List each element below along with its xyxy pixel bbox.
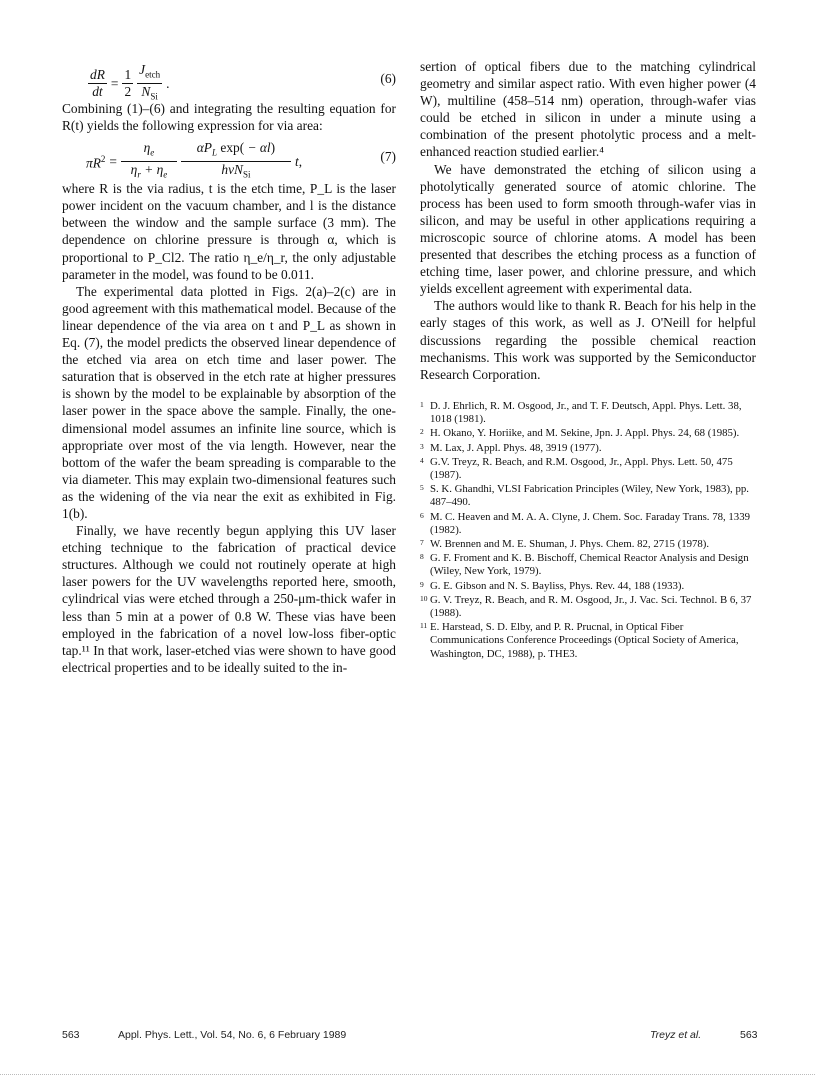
paragraph-conclusion: We have demonstrated the etching of silicon using a photolytically generated source of atomic chlorine. The process has been used to form smooth through-wafer vias in silicon, and may be useful in other applications requiring a microscopic source of chlorine atoms. A model has been presented that describes the etching process as a function of etching time, laser power, and chlorine pressure, and which yields excellent agreement with experimental data.: [420, 161, 756, 297]
reference-item: 5 S. K. Ghandhi, VLSI Fabrication Principles (Wiley, New York, 1983), pp. 487–490.: [420, 483, 749, 509]
reference-item: 11 E. Harstead, S. D. Elby, and P. R. Prucnal, in Optical Fiber Communications Conference Proceedings (Optical Society of America, Washington, DC, 1988), p. THE3.: [420, 621, 739, 660]
paragraph-acknowledgments: The authors would like to thank R. Beach for his help in the early stages of this work, as well as J. O'Neill for helpful discussions regarding the possible chemical reaction mechanisms. This work was supported by the Semiconductor Research Corporation.: [420, 298, 756, 382]
reference-item: 9 G. E. Gibson and N. S. Bayliss, Phys. Rev. 44, 188 (1933).: [420, 579, 685, 592]
reference-item: 7 W. Brennen and M. E. Shuman, J. Phys. Chem. 82, 2715 (1978).: [420, 538, 710, 551]
reference-item: 6 M. C. Heaven and M. A. A. Clyne, J. Chem. Soc. Faraday Trans. 78, 1339 (1982).: [420, 510, 750, 536]
footer-page-number-left: 563: [62, 1029, 80, 1041]
footer-journal-citation: Appl. Phys. Lett., Vol. 54, No. 6, 6 February 1989: [118, 1029, 347, 1041]
equation-6: $\frac{dR}{dt}$ = $\frac{1}{2}$ $\frac{J_{etch}}{N_{Si}}$ . (6): [90, 62, 396, 102]
reference-item: 10 G. V. Treyz, R. Beach, and R. M. Osgood, Jr., J. Vac. Sci. Technol. B 6, 37 (1988).: [420, 593, 752, 620]
paragraph-device-fabrication: Finally, we have recently begun applying this UV laser etching technique to the fabrication of practical device structures. Although we could not routinely operate at high laser powers for the UV wavelengths reported here, smooth, cylindrical vias were etched through a 250-μm-thick wafer in less than 5 min at a power of 0.8 W. These vias have been employed in the fabrication of a novel low-loss fiber-optic tap.¹¹ In that work, laser-etched vias were shown to have good electrical properties and to be ideally suited to the in-: [62, 523, 396, 675]
reference-item: 1 D. J. Ehrlich, R. M. Osgood, Jr., and T. F. Deutsch, Appl. Phys. Lett. 38, 1018 (1981).: [420, 400, 742, 426]
references-list: [420, 400, 756, 662]
bottom-dotted-rule: [0, 1074, 815, 1075]
paragraph-variables: where R is the via radius, t is the etch time, P_L is the laser power incident on the vacuum chamber, and l is the distance between the window and the sample surface (3 mm). The dependence on chlorine pressure is through α, which is proportional to P_Cl2. The ratio η_e/η_r, the only adjustable parameter in the model, was found to be 0.011.: [62, 181, 396, 282]
equation-7-number: (7): [380, 149, 396, 165]
reference-item: 3 M. Lax, J. Appl. Phys. 48, 3919 (1977).: [420, 441, 602, 454]
equation-6-number: (6): [380, 71, 396, 86]
footer-page-number-right: 563: [740, 1029, 758, 1041]
reference-item: 4 G.V. Treyz, R. Beach, and R.M. Osgood, Jr., Appl. Phys. Lett. 50, 475 (1987).: [420, 455, 733, 482]
right-column: [420, 58, 756, 383]
footer-authors: Treyz et al.: [650, 1029, 702, 1041]
paragraph-fiber-insertion: sertion of optical fibers due to the matching cylindrical geometry and similar aspect ratio. With even higher power (4 W), multiline (458–514 nm) operation, through-wafer vias could be etched in silicon in under a minute using a combination of the present photolytic process and a melt-enhanced reaction studied earlier.⁴: [420, 59, 756, 160]
left-column: [62, 58, 396, 676]
reference-item: 2 H. Okano, Y. Horiike, and M. Sekine, Jpn. J. Appl. Phys. 24, 68 (1985).: [420, 427, 740, 440]
reference-item: 8 G. F. Froment and K. B. Bischoff, Chemical Reactor Analysis and Design (Wiley, New York, 1979).: [420, 552, 749, 578]
paragraph-experimental-data: The experimental data plotted in Figs. 2(a)–2(c) are in good agreement with this mathematical model. Because of the linear dependence of the via area on t and P_L as shown in Eq. (7), the model predicts the observed linear dependence of the etched via area on etch time and laser power. The saturation that is observed in the etch rate at higher pressures is shown by the model to be explainable by absorption of the laser power in the space above the sample. Finally, the one-dimensional model assumes an infinite line source, which is appropriate over most of the via length. However, near the bottom of the wafer the beam spreading is comparable to the via diameter. This may explain two-dimensional features such as the widening of the via near the exit as exhibited in Fig. 1(b).: [62, 283, 396, 521]
paragraph-combining: Combining (1)–(6) and integrating the resulting equation for R(t) yields the following expression for via area:: [62, 101, 396, 134]
equation-7: $\pi R^2$ = $\frac{\eta_e}{\eta_r + \eta_e}$ $\frac{\alpha P_L \exp( - \alpha l)}{h\nu N_{Si}}$ t, (7): [86, 140, 396, 180]
